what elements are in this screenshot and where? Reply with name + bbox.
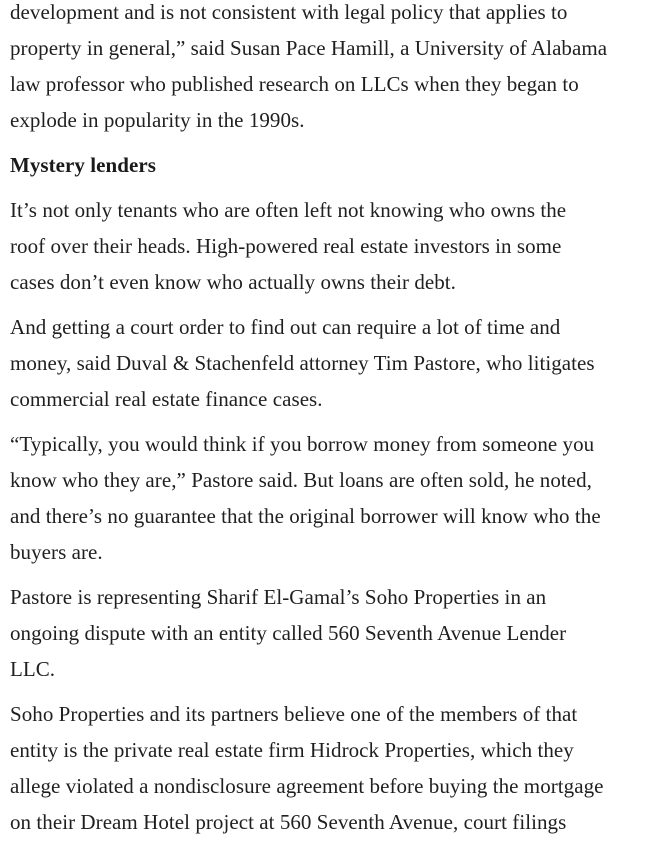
paragraph-line: Pastore is representing Sharif El-Gamal’s Soho Properties in an xyxy=(10,585,547,609)
paragraph-line: ongoing dispute with an entity called 560 Seventh Avenue Lender xyxy=(10,621,567,645)
paragraph-line: And getting a court order to find out can require a lot of time and xyxy=(10,315,561,339)
article-paragraph xyxy=(10,192,670,300)
article-paragraph xyxy=(10,309,670,417)
paragraph-line: explode in popularity in the 1990s. xyxy=(10,108,305,132)
article-paragraph xyxy=(10,696,670,840)
paragraph-line: LLC. xyxy=(10,657,56,681)
paragraph-line: money, said Duval & Stachenfeld attorney Tim Pastore, who litigates xyxy=(10,351,595,375)
paragraph-line: property in general,” said Susan Pace Hamill, a University of Alabama xyxy=(10,36,608,60)
paragraph-line: law professor who published research on LLCs when they began to xyxy=(10,72,579,96)
paragraph-line: commercial real estate finance cases. xyxy=(10,387,323,411)
paragraph-line: allege violated a nondisclosure agreement before buying the mortgage xyxy=(10,774,604,798)
section-heading: Mystery lenders xyxy=(10,153,156,177)
paragraph-line: buyers are. xyxy=(10,540,103,564)
paragraph-line: cases don’t even know who actually owns their debt. xyxy=(10,270,456,294)
article-paragraph xyxy=(10,0,670,138)
paragraph-line: know who they are,” Pastore said. But loans are often sold, he noted, xyxy=(10,468,592,492)
paragraph-line: “Typically, you would think if you borrow money from someone you xyxy=(10,432,595,456)
paragraph-line: Soho Properties and its partners believe one of the members of that xyxy=(10,702,578,726)
paragraph-line: development and is not consistent with legal policy that applies to xyxy=(10,0,568,24)
paragraph-line: It’s not only tenants who are often left not knowing who owns the xyxy=(10,198,567,222)
article-paragraph xyxy=(10,579,670,687)
paragraph-line: entity is the private real estate firm Hidrock Properties, which they xyxy=(10,738,574,762)
article-body xyxy=(10,0,670,849)
paragraph-line: on their Dream Hotel project at 560 Seventh Avenue, court filings xyxy=(10,810,567,834)
paragraph-line: roof over their heads. High-powered real estate investors in some xyxy=(10,234,562,258)
paragraph-line: and there’s no guarantee that the original borrower will know who the xyxy=(10,504,601,528)
article-paragraph xyxy=(10,426,670,570)
